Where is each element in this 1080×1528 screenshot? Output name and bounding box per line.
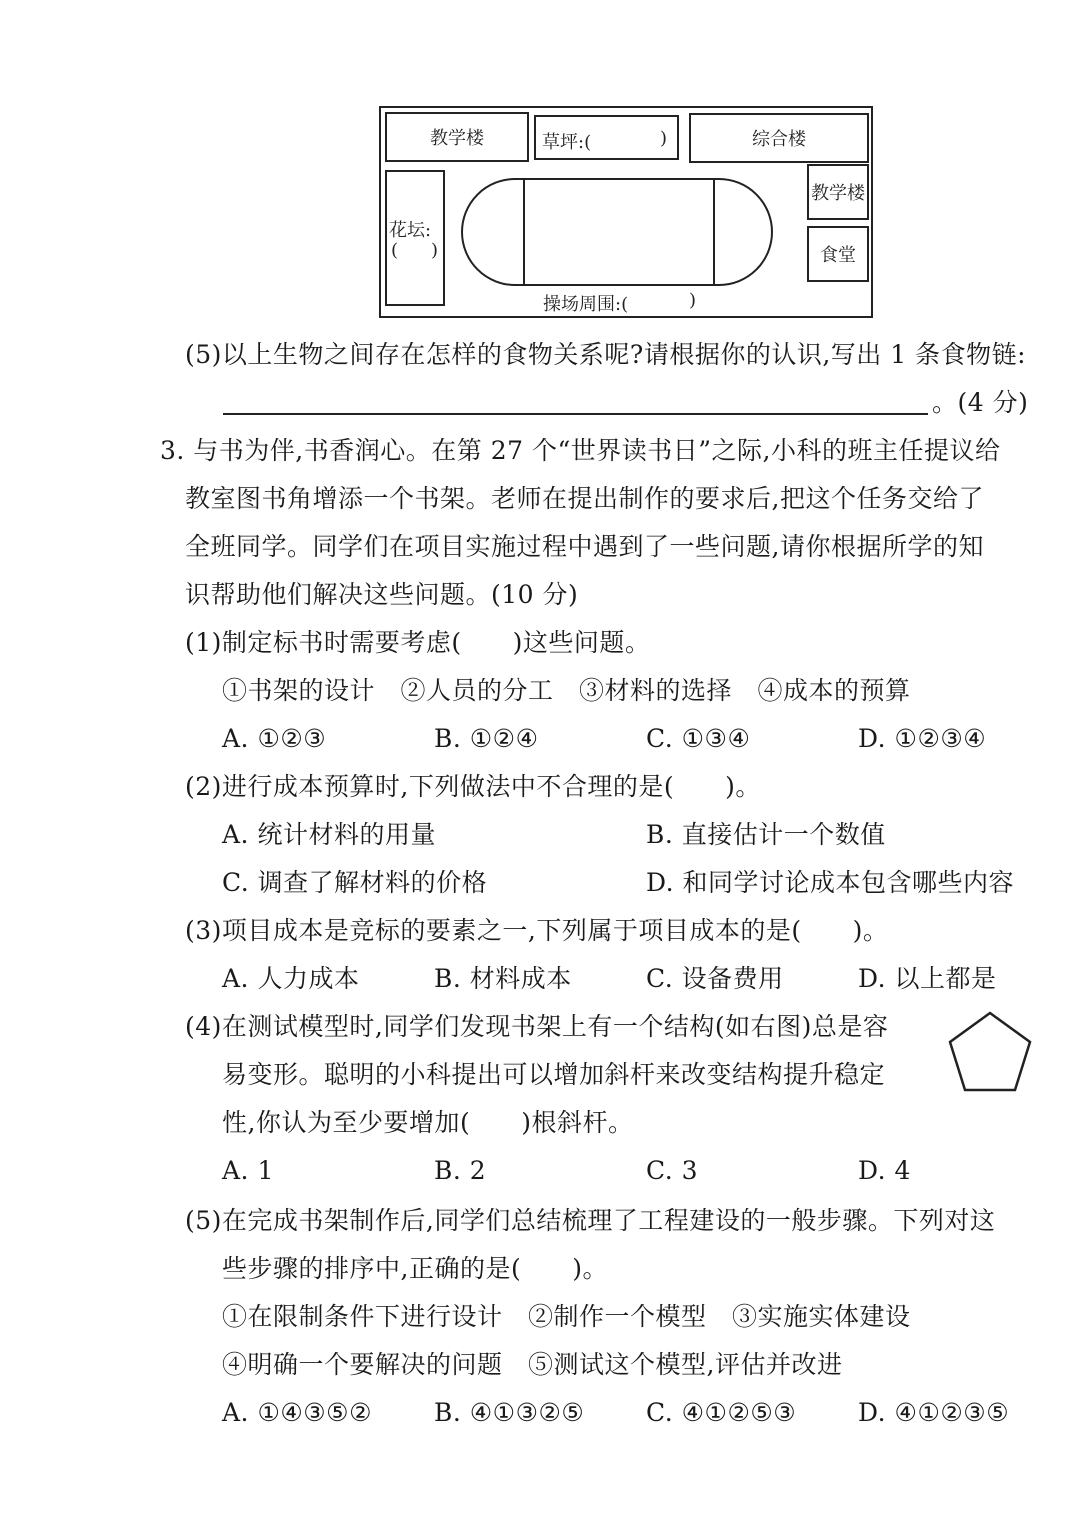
- q3-5-stem-line-2: 些步骤的排序中,正确的是( )。: [222, 1254, 608, 1283]
- complex-building-box: [689, 113, 869, 163]
- q2-5-stem: (5)以上生物之间存在怎样的食物关系呢?请根据你的认识,写出 1 条食物链:: [185, 340, 1026, 369]
- q3-4-option-d: D. 4: [858, 1156, 911, 1185]
- lawn-paren: ): [660, 128, 668, 149]
- q3-5-items-line-2: ④明确一个要解决的问题 ⑤测试这个模型,评估并改进: [222, 1350, 843, 1379]
- q3-5-items-line-1: ①在限制条件下进行设计 ②制作一个模型 ③实施实体建设: [222, 1302, 911, 1331]
- canteen-label: 食堂: [820, 245, 856, 266]
- q3-2-option-b: B. 直接估计一个数值: [646, 820, 886, 849]
- q3-5-option-c: C. ④①②⑤③: [646, 1398, 797, 1427]
- campus-map: [379, 106, 873, 318]
- q3-5-option-b: B. ④①③②⑤: [434, 1398, 585, 1427]
- flower-bed-paren-close: ): [431, 240, 439, 261]
- q3-intro-line-1: 3. 与书为伴,书香润心。在第 27 个“世界读书日”之际,小科的班主任提议给: [160, 436, 1001, 465]
- teaching-building-label: 教学楼: [430, 128, 484, 149]
- q3-intro-line-4: 识帮助他们解决这些问题。(10 分): [185, 580, 579, 609]
- playground-paren: ): [689, 290, 697, 311]
- q3-4-option-a: A. 1: [222, 1156, 274, 1185]
- q3-1-option-a: A. ①②③: [222, 724, 327, 753]
- q3-1-items: ①书架的设计 ②人员的分工 ③材料的选择 ④成本的预算: [222, 676, 911, 705]
- q3-4-option-c: C. 3: [646, 1156, 699, 1185]
- q3-4-stem-line-3: 性,你认为至少要增加( )根斜杆。: [222, 1108, 634, 1137]
- q3-4-option-b: B. 2: [434, 1156, 487, 1185]
- flower-bed-paren-open: (: [391, 240, 399, 261]
- flower-bed-box: [385, 170, 445, 306]
- q3-2-stem: (2)进行成本预算时,下列做法中不合理的是( )。: [185, 772, 761, 801]
- q3-2-option-a: A. 统计材料的用量: [222, 820, 436, 849]
- complex-building-label: 综合楼: [752, 129, 806, 150]
- q3-5-option-a: A. ①④③⑤②: [222, 1398, 373, 1427]
- flower-bed-label: 花坛:: [389, 220, 432, 241]
- q3-3-option-d: D. 以上都是: [858, 964, 997, 993]
- q3-3-option-b: B. 材料成本: [434, 964, 572, 993]
- q3-3-option-a: A. 人力成本: [222, 964, 360, 993]
- pentagon-figure: [945, 1010, 1035, 1094]
- q3-4-stem-line-2: 易变形。聪明的小科提出可以增加斜杆来改变结构提升稳定: [222, 1060, 886, 1089]
- q3-1-stem: (1)制定标书时需要考虑( )这些问题。: [185, 628, 651, 657]
- q3-5-stem-line-1: (5)在完成书架制作后,同学们总结梳理了工程建设的一般步骤。下列对这: [185, 1206, 996, 1235]
- q3-1-option-d: D. ①②③④: [858, 724, 987, 753]
- q3-2-option-d: D. 和同学讨论成本包含哪些内容: [646, 868, 1015, 897]
- track-field: [523, 178, 715, 286]
- teaching-building-box: [385, 112, 529, 162]
- q3-1-option-c: C. ①③④: [646, 724, 751, 753]
- lawn-label: 草坪:(: [542, 132, 592, 153]
- answer-blank-line: [223, 413, 928, 415]
- q2-5-score: 。(4 分): [932, 388, 1029, 417]
- canteen-box: [807, 226, 869, 282]
- running-track: [461, 178, 773, 286]
- q3-2-option-c: C. 调查了解材料的价格: [222, 868, 488, 897]
- q3-5-option-d: D. ④①②③⑤: [858, 1398, 1010, 1427]
- q3-3-stem: (3)项目成本是竞标的要素之一,下列属于项目成本的是( )。: [185, 916, 889, 945]
- teaching-building-2-box: [807, 164, 869, 220]
- teaching-building-2-label: 教学楼: [811, 183, 865, 204]
- q3-1-option-b: B. ①②④: [434, 724, 539, 753]
- q3-4-stem-line-1: (4)在测试模型时,同学们发现书架上有一个结构(如右图)总是容: [185, 1012, 889, 1041]
- q3-intro-line-3: 全班同学。同学们在项目实施过程中遇到了一些问题,请你根据所学的知: [185, 532, 984, 561]
- q3-intro-line-2: 教室图书角增添一个书架。老师在提出制作的要求后,把这个任务交给了: [185, 484, 984, 513]
- lawn-box: [534, 115, 679, 160]
- q3-3-option-c: C. 设备费用: [646, 964, 784, 993]
- playground-label: 操场周围:(: [543, 294, 629, 315]
